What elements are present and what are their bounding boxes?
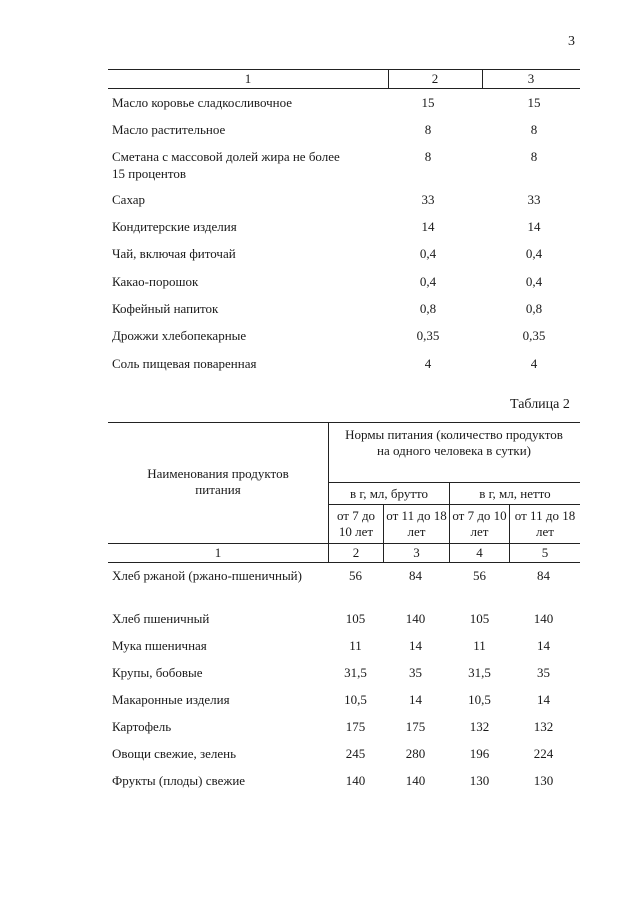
value-col-2: 0,4 [419,274,437,289]
table-1 [108,69,580,371]
header-age-7-10-netto: от 7 до 10 лет [452,508,507,539]
value-col-3: 33 [527,192,541,207]
table-1-header [108,69,580,89]
value-col-2: 0,35 [416,328,440,343]
product-name: Мука пшеничная [112,638,207,653]
column-number-1: 1 [214,545,222,560]
header-product-names: Наименования продуктов питания [147,466,289,497]
value-netto-7-10: 11 [473,638,486,653]
value-brutto-7-10: 105 [345,611,366,626]
value-brutto-11-18: 175 [405,719,426,734]
value-col-2: 15 [421,95,435,110]
product-name: Соль пищевая поваренная [112,356,257,371]
value-col-3: 0,4 [525,274,543,289]
value-col-2: 8 [424,149,432,164]
value-brutto-11-18: 140 [405,773,426,788]
value-netto-7-10: 130 [469,773,490,788]
product-name: Картофель [112,719,172,734]
value-netto-7-10: 31,5 [468,665,491,680]
value-col-3: 0,4 [525,246,543,261]
value-brutto-7-10: 245 [345,746,366,761]
product-name: Крупы, бобовые [112,665,203,680]
value-netto-11-18: 140 [533,611,554,626]
value-col-2: 8 [424,122,432,137]
value-netto-7-10: 56 [473,568,486,583]
header-brutto: в г, мл, брутто [349,486,429,501]
value-col-2: 0,4 [419,246,437,261]
value-brutto-7-10: 10,5 [344,692,367,707]
value-netto-7-10: 105 [469,611,490,626]
header-age-7-10-brutto: от 7 до 10 лет [336,508,376,539]
column-number-1: 1 [244,71,252,86]
value-brutto-7-10: 56 [349,568,362,583]
product-name: Дрожжи хлебопекарные [112,328,247,343]
value-netto-11-18: 35 [537,665,550,680]
column-number-2: 2 [352,545,360,560]
value-netto-11-18: 14 [537,638,550,653]
value-col-2: 14 [421,219,435,234]
product-name: Овощи свежие, зелень [112,746,237,761]
value-brutto-7-10: 140 [345,773,366,788]
table-2-caption: Таблица 2 [510,397,570,412]
value-netto-7-10: 132 [469,719,490,734]
product-name: Кондитерские изделия [112,219,237,234]
value-brutto-11-18: 14 [409,692,422,707]
value-netto-11-18: 224 [533,746,554,761]
value-col-3: 4 [530,356,538,371]
header-age-11-18-netto: от 11 до 18 лет [514,508,576,539]
column-number-3: 3 [527,71,535,86]
product-name: Масло коровье сладкосливочное [112,95,293,110]
value-netto-7-10: 10,5 [468,692,491,707]
product-name: Фрукты (плоды) свежие [112,773,246,788]
header-netto: в г, мл, нетто [479,486,551,501]
value-col-2: 0,8 [419,301,437,316]
value-brutto-11-18: 14 [409,638,422,653]
value-brutto-7-10: 31,5 [344,665,367,680]
value-col-3: 14 [527,219,541,234]
product-name: Кофейный напиток [112,301,219,316]
value-brutto-11-18: 35 [409,665,422,680]
product-name: Какао-порошок [112,274,199,289]
value-col-3: 0,8 [525,301,543,316]
value-netto-11-18: 132 [533,719,554,734]
value-brutto-7-10: 175 [345,719,366,734]
column-number-4: 4 [476,545,483,560]
value-col-3: 8 [530,122,538,137]
value-netto-7-10: 196 [469,746,490,761]
value-col-3: 8 [530,149,538,164]
header-norms-title: Нормы питания (количество продуктов на одного человека в сутки) [345,427,563,458]
value-col-3: 0,35 [522,328,546,343]
product-name: Хлеб ржаной (ржано-пшеничный) [112,568,302,583]
value-brutto-7-10: 11 [349,638,362,653]
value-col-2: 4 [424,356,432,371]
value-col-3: 15 [527,95,541,110]
column-number-5: 5 [541,545,549,560]
value-netto-11-18: 14 [537,692,550,707]
header-age-11-18-brutto: от 11 до 18 лет [386,508,447,539]
product-name: Хлеб пшеничный [112,611,210,626]
column-number-3: 3 [413,545,420,560]
product-name: Чай, включая фиточай [112,246,236,261]
value-col-2: 33 [421,192,435,207]
column-number-2: 2 [431,71,439,86]
value-netto-11-18: 84 [537,568,550,583]
product-name: Сахар [112,192,146,207]
value-brutto-11-18: 140 [405,611,426,626]
product-name: Макаронные изделия [112,692,230,707]
value-netto-11-18: 130 [533,773,554,788]
value-brutto-11-18: 84 [409,568,422,583]
table-2-header [108,422,580,570]
product-name: Масло растительное [112,122,226,137]
product-name: Сметана с массовой долей жира не более 15 процентов [112,149,340,181]
value-brutto-11-18: 280 [405,746,426,761]
page-number: 3 [568,34,575,49]
